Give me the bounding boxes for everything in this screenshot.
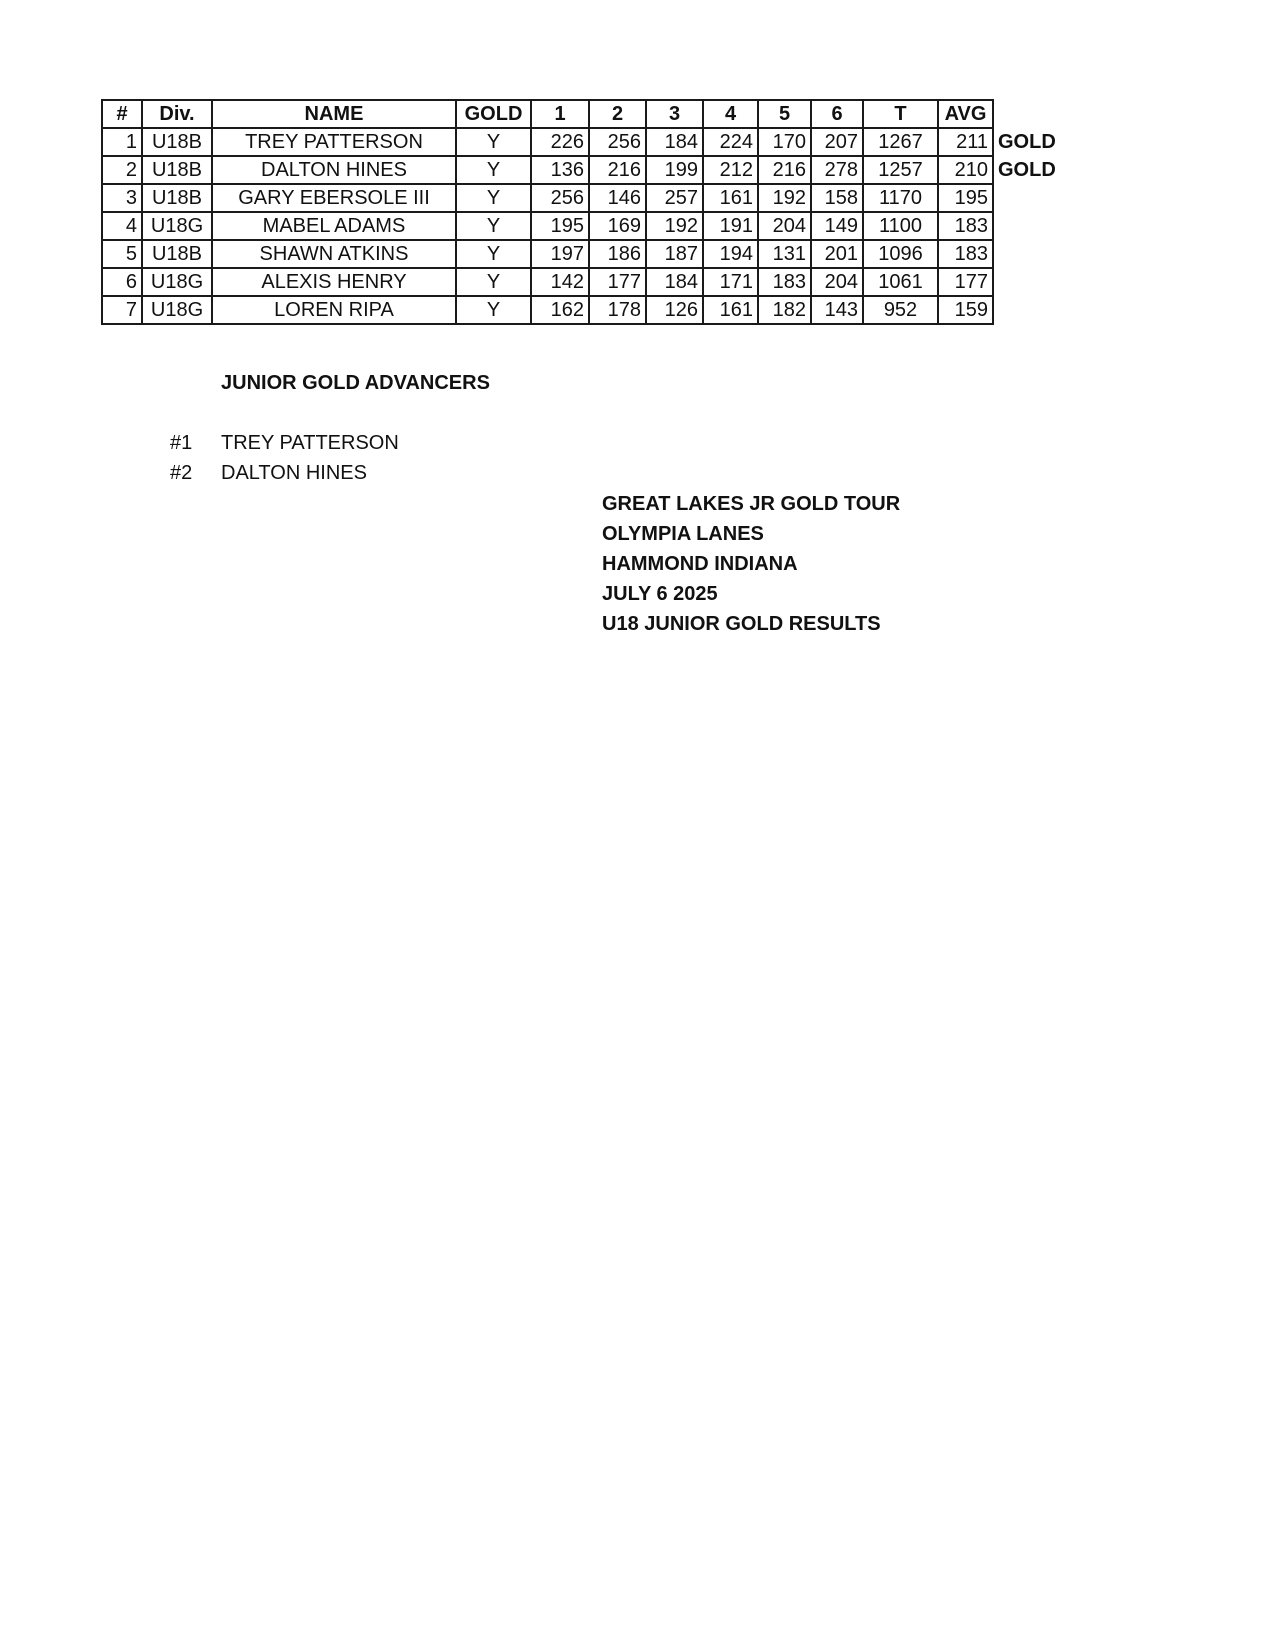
cell-game-6: 149: [811, 212, 863, 240]
cell-game-5: 216: [758, 156, 811, 184]
cell-game-4: 171: [703, 268, 758, 296]
cell-gold: Y: [456, 156, 531, 184]
advancer-item: [170, 432, 399, 455]
cell-gold: Y: [456, 212, 531, 240]
cell-total: 1170: [863, 184, 938, 212]
cell-game-4: 212: [703, 156, 758, 184]
header-game-3: 3: [646, 100, 703, 128]
cell-division: U18B: [142, 184, 212, 212]
cell-gold-flag: [993, 212, 1061, 240]
header-game-2: 2: [589, 100, 646, 128]
cell-game-1: 195: [531, 212, 589, 240]
header-gold: GOLD: [456, 100, 531, 128]
cell-gold-flag: GOLD: [998, 131, 1056, 153]
cell-division: U18G: [142, 268, 212, 296]
table-row: [102, 184, 1061, 212]
cell-game-1: 226: [531, 128, 589, 156]
advancers-title: JUNIOR GOLD ADVANCERS: [221, 372, 490, 394]
cell-game-6: 158: [811, 184, 863, 212]
cell-gold-flag: [993, 184, 1061, 212]
header-game-4: 4: [703, 100, 758, 128]
cell-name: ALEXIS HENRY: [212, 268, 456, 296]
cell-game-3: 126: [646, 296, 703, 324]
header-game-5: 5: [758, 100, 811, 128]
cell-average: 210: [938, 156, 993, 184]
cell-game-1: 136: [531, 156, 589, 184]
event-info: [602, 489, 900, 639]
event-tour: GREAT LAKES JR GOLD TOUR: [602, 493, 901, 515]
cell-rank: 7: [102, 296, 142, 324]
event-venue: OLYMPIA LANES: [602, 523, 764, 545]
cell-gold-flag: [993, 296, 1061, 324]
cell-average: 159: [938, 296, 993, 324]
cell-game-2: 169: [589, 212, 646, 240]
cell-division: U18G: [142, 212, 212, 240]
cell-average: 183: [938, 240, 993, 268]
cell-name: MABEL ADAMS: [212, 212, 456, 240]
cell-total: 1096: [863, 240, 938, 268]
header-rank: #: [102, 100, 142, 128]
cell-game-3: 199: [646, 156, 703, 184]
advancer-item: [170, 462, 367, 485]
cell-game-3: 184: [646, 268, 703, 296]
cell-total: 1100: [863, 212, 938, 240]
cell-rank: 4: [102, 212, 142, 240]
cell-game-6: 143: [811, 296, 863, 324]
cell-gold: Y: [456, 184, 531, 212]
cell-game-4: 191: [703, 212, 758, 240]
cell-game-1: 197: [531, 240, 589, 268]
cell-gold: Y: [456, 240, 531, 268]
header-average: AVG: [938, 100, 993, 128]
cell-game-1: 256: [531, 184, 589, 212]
cell-name: TREY PATTERSON: [212, 128, 456, 156]
cell-rank: 3: [102, 184, 142, 212]
table-header-row: [102, 100, 1061, 128]
cell-game-4: 224: [703, 128, 758, 156]
cell-average: 183: [938, 212, 993, 240]
results-table: [101, 99, 1062, 325]
header-total: T: [863, 100, 938, 128]
cell-average: 195: [938, 184, 993, 212]
cell-game-3: 257: [646, 184, 703, 212]
cell-division: U18B: [142, 128, 212, 156]
cell-game-3: 184: [646, 128, 703, 156]
cell-rank: 5: [102, 240, 142, 268]
cell-game-5: 192: [758, 184, 811, 212]
cell-gold: Y: [456, 128, 531, 156]
cell-game-6: 204: [811, 268, 863, 296]
cell-game-5: 204: [758, 212, 811, 240]
cell-game-4: 161: [703, 184, 758, 212]
cell-game-6: 278: [811, 156, 863, 184]
cell-game-5: 170: [758, 128, 811, 156]
cell-gold: Y: [456, 268, 531, 296]
cell-total: 952: [863, 296, 938, 324]
event-location: HAMMOND INDIANA: [602, 553, 798, 575]
cell-rank: 2: [102, 156, 142, 184]
advancer-place: #1: [170, 432, 193, 454]
cell-game-1: 142: [531, 268, 589, 296]
cell-game-5: 183: [758, 268, 811, 296]
cell-gold-flag: [993, 268, 1061, 296]
table-row: [102, 128, 1061, 156]
header-game-1: 1: [531, 100, 589, 128]
table-row: [102, 296, 1061, 324]
cell-game-5: 131: [758, 240, 811, 268]
cell-total: 1267: [863, 128, 938, 156]
cell-gold-flag: GOLD: [998, 159, 1056, 181]
header-flag-spacer: [993, 100, 1061, 128]
table-row: [102, 268, 1061, 296]
table-row: [102, 212, 1061, 240]
cell-gold-flag: [993, 240, 1061, 268]
header-division: Div.: [142, 100, 212, 128]
cell-game-2: 146: [589, 184, 646, 212]
cell-division: U18G: [142, 296, 212, 324]
table-row: [102, 240, 1061, 268]
cell-total: 1257: [863, 156, 938, 184]
cell-game-2: 186: [589, 240, 646, 268]
cell-rank: 1: [102, 128, 142, 156]
cell-game-2: 256: [589, 128, 646, 156]
cell-game-3: 192: [646, 212, 703, 240]
event-results-title: U18 JUNIOR GOLD RESULTS: [602, 613, 881, 635]
cell-gold: Y: [456, 296, 531, 324]
cell-game-6: 207: [811, 128, 863, 156]
cell-division: U18B: [142, 240, 212, 268]
cell-average: 211: [938, 128, 993, 156]
cell-game-2: 177: [589, 268, 646, 296]
cell-game-5: 182: [758, 296, 811, 324]
cell-game-4: 161: [703, 296, 758, 324]
cell-total: 1061: [863, 268, 938, 296]
cell-game-3: 187: [646, 240, 703, 268]
cell-name: GARY EBERSOLE III: [212, 184, 456, 212]
cell-game-6: 201: [811, 240, 863, 268]
cell-average: 177: [938, 268, 993, 296]
event-date: JULY 6 2025: [602, 583, 718, 605]
cell-game-4: 194: [703, 240, 758, 268]
cell-rank: 6: [102, 268, 142, 296]
header-game-6: 6: [811, 100, 863, 128]
table-row: [102, 156, 1061, 184]
cell-game-2: 216: [589, 156, 646, 184]
advancer-place: #2: [170, 462, 193, 484]
cell-name: SHAWN ATKINS: [212, 240, 456, 268]
advancer-name: DALTON HINES: [221, 462, 367, 484]
cell-division: U18B: [142, 156, 212, 184]
cell-game-2: 178: [589, 296, 646, 324]
cell-game-1: 162: [531, 296, 589, 324]
header-name: NAME: [212, 100, 456, 128]
advancer-name: TREY PATTERSON: [221, 432, 399, 454]
cell-name: DALTON HINES: [212, 156, 456, 184]
cell-name: LOREN RIPA: [212, 296, 456, 324]
